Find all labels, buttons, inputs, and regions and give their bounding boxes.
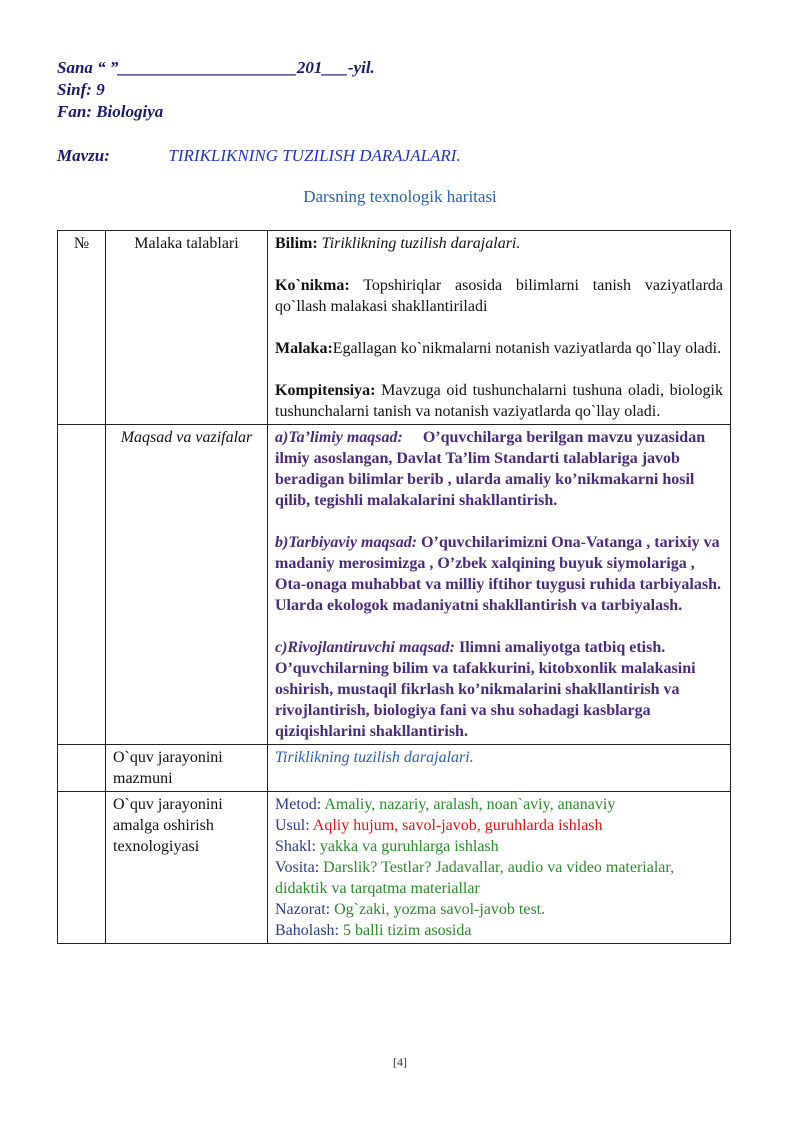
nazorat-text: Og`zaki, yozma savol-javob test. [334, 901, 546, 918]
date-line: Sana “ ”_____________________201___-yil. [57, 58, 375, 77]
nazorat-label: Nazorat: [275, 901, 331, 918]
bilim-text: Tiriklikning tuzilish darajalari. [321, 235, 521, 252]
baholash-text: 5 balli tizim asosida [343, 922, 472, 939]
usul-text: Aqliy hujum, savol-javob, guruhlarda ishlash [312, 817, 603, 834]
malaka-label: Malaka: [275, 340, 333, 357]
goal-c-text: Ilimni amaliyotga tatbiq etish. O’quvchilarning bilim va tafakkurini, kitobxonlik malakasini oshirish, mustaqil fikrlash ko’nikmalarini shakllantirish va rivojlantirish, biologiya fani va shu sohadagi kasblarga qiziqishlarini shakllantirish. [275, 639, 696, 740]
goals-cell [268, 425, 731, 745]
goal-b-label: b)Tarbiyaviy maqsad: [275, 534, 418, 551]
number-cell [58, 425, 106, 745]
row-label-skills: Malaka talablari [106, 231, 268, 425]
row-label-content: O`quv jarayonini mazmuni [106, 745, 268, 792]
number-cell [58, 745, 106, 792]
table-row [58, 792, 731, 944]
usul-label: Usul: [275, 817, 310, 834]
subject-line: Fan: Biologiya [57, 102, 164, 121]
class-line: Sinf: 9 [57, 80, 105, 99]
content-cell: Tiriklikning tuzilish darajalari. [268, 745, 731, 792]
row-label-goals: Maqsad va vazifalar [106, 425, 268, 745]
table-row [58, 231, 731, 425]
table-row [58, 745, 731, 792]
topic-label: Mavzu: [57, 146, 110, 165]
table-row [58, 425, 731, 745]
technology-cell [268, 792, 731, 944]
goal-b-text: O’quvchilarimizni Ona-Vatanga , tarixiy va madaniy merosimizga , O’zbek xalqining buyuk siymolariga , Ota-onaga muhabbat va milliy iftihor tuygusi ruhida tarbiyalash. Ularda ekologok madaniyatni shakllantirish va tarbiyalash. [275, 534, 721, 614]
malaka-text: Egallagan ko`nikmalarni notanish vaziyatlarda qo`llay oladi. [332, 340, 722, 357]
page-number: [4] [393, 1055, 407, 1069]
vosita-text: Darslik? Testlar? Jadavallar, audio va video materialar, didaktik va tarqatma materiallar [275, 859, 675, 897]
number-cell [58, 792, 106, 944]
konikma-text: Topshiriqlar asosida bilimlarni tanish vaziyatlarda qo`llash malakasi shakllantiriladi [275, 277, 723, 315]
number-header: № [58, 231, 106, 425]
shakl-label: Shakl: [275, 838, 316, 855]
topic-value: TIRIKLIKNING TUZILISH DARAJALARI. [168, 146, 461, 165]
skills-cell [268, 231, 731, 425]
metod-text: Amaliy, nazariy, aralash, noan`aviy, ananaviy [324, 796, 616, 813]
bilim-label: Bilim: [275, 235, 318, 252]
kompetensiya-text: Mavzuga oid tushunchalarni tushuna oladi, biologik tushunchalarni tanish va notanish vaziyatlarda qo`llay oladi. [275, 382, 723, 420]
goal-a-text: O’quvchilarga berilgan mavzu yuzasidan ilmiy asoslangan, Davlat Ta’lim Standarti talablariga javob beradigan bilimlar berib , ularda amaliy ko’nikmakarni hosil qilib, tegishli malakalarini shakllantirish. [275, 429, 706, 509]
page-subtitle: Darsning texnologik haritasi [303, 187, 497, 206]
lesson-map-table [57, 230, 731, 944]
topic-line [57, 146, 461, 166]
metod-label: Metod: [275, 796, 322, 813]
baholash-label: Baholash: [275, 922, 339, 939]
shakl-text: yakka va guruhlarga ishlash [319, 838, 499, 855]
vosita-label: Vosita: [275, 859, 320, 876]
goal-a-label: a)Ta’limiy maqsad: [275, 429, 403, 446]
row-label-technology: O`quv jarayonini amalga oshirish texnologiyasi [106, 792, 268, 944]
goal-c-label: c)Rivojlantiruvchi maqsad: [275, 639, 455, 656]
konikma-label: Ko`nikma: [275, 277, 350, 294]
kompetensiya-label: Kompitensiya: [275, 382, 376, 399]
